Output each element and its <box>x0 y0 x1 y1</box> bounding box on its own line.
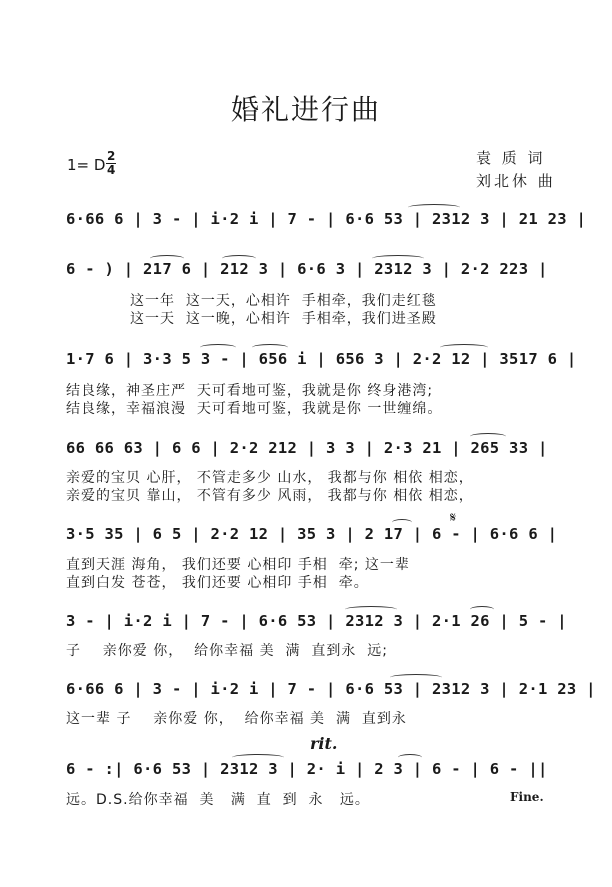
slur <box>252 344 288 351</box>
segno-sign: 𝄋 <box>450 510 457 526</box>
time-signature: $\frac{2}{4}$ <box>107 149 116 177</box>
lyric-line-5b: 直到白发 苍苍， 我们还要 心相印 手相 牵。 <box>66 575 369 591</box>
lyric-line-8: 远。D.S.给你幸福 美 满 直 到 永 远。 <box>66 792 370 808</box>
lyric-line-3a: 结良缘，神圣庄严 天可看地可鉴，我就是你 终身港湾; <box>66 383 434 399</box>
lyric-line-4a: 亲爱的宝贝 心肝， 不管走多少 山水， 我都与你 相依 相恋， <box>66 470 474 486</box>
song-title: 婚礼进行曲 <box>230 93 381 126</box>
notation-line-2: 6 - ) | 217 6 | 212 3 | 6·6 3 | 2312 3 | 2·2 223 | <box>66 260 548 278</box>
slur <box>470 606 494 613</box>
slur <box>440 344 488 351</box>
slur <box>345 606 397 613</box>
lyricist-credit: 袁 质 词 <box>476 149 546 167</box>
notation-line-7: 6·66 6 | 3 - | i·2 i | 7 - | 6·6 53 | 2312 3 | 2·1 23 | <box>66 680 596 698</box>
key-signature: 1= D <box>67 156 106 174</box>
lyric-line-2b: 这一天 这一晚，心相许 手相牵，我们进圣殿 <box>130 311 437 327</box>
notation-line-1: 6·66 6 | 3 - | i·2 i | 7 - | 6·6 53 | 2312 3 | 21 23 | <box>66 210 587 228</box>
slur <box>150 255 184 262</box>
slur <box>398 754 422 761</box>
notation-line-6: 3 - | i·2 i | 7 - | 6·6 53 | 2312 3 | 2·1 26 | 5 - | <box>66 612 567 630</box>
ritardando-marking: rit. <box>310 734 338 753</box>
slur <box>390 674 442 681</box>
lyric-line-6: 子 亲你爱 你， 给你幸福 美 满 直到永 远; <box>66 643 389 659</box>
notation-line-4: 66 66 63 | 6 6 | 2·2 212 | 3 3 | 2·3 21 | 265 33 | <box>66 439 548 457</box>
lyric-line-4b: 亲爱的宝贝 靠山， 不管有多少 风雨， 我都与你 相依 相恋， <box>66 488 474 504</box>
lyric-line-2a: 这一年 这一天，心相许 手相牵，我们走红毯 <box>130 293 437 309</box>
notation-line-3: 1·7 6 | 3·3 5 3 - | 656 i | 656 3 | 2·2 12 | 3517 6 | <box>66 350 577 368</box>
lyric-line-7: 这一辈 子 亲你爱 你， 给你幸福 美 满 直到永 <box>66 711 407 727</box>
lyric-line-5a: 直到天涯 海角， 我们还要 心相印 手相 牵; 这一辈 <box>66 557 410 573</box>
slur <box>232 754 284 761</box>
lyric-line-3b: 结良缘，幸福浪漫 天可看地可鉴，我就是你 一世缠绵。 <box>66 401 443 417</box>
slur <box>408 204 460 211</box>
fine-marking: Fine. <box>510 790 544 804</box>
slur <box>222 255 256 262</box>
slur <box>470 433 506 440</box>
slur <box>392 519 412 526</box>
composer-credit: 刘北休 曲 <box>476 172 556 190</box>
slur <box>200 344 236 351</box>
notation-line-8: 6 - :| 6·6 53 | 2312 3 | 2· i | 2 3 | 6 - | 6 - || <box>66 760 548 778</box>
notation-line-5: 3·5 35 | 6 5 | 2·2 12 | 35 3 | 2 17 | 6 - | 6·6 6 | <box>66 525 558 543</box>
slur <box>372 255 424 262</box>
